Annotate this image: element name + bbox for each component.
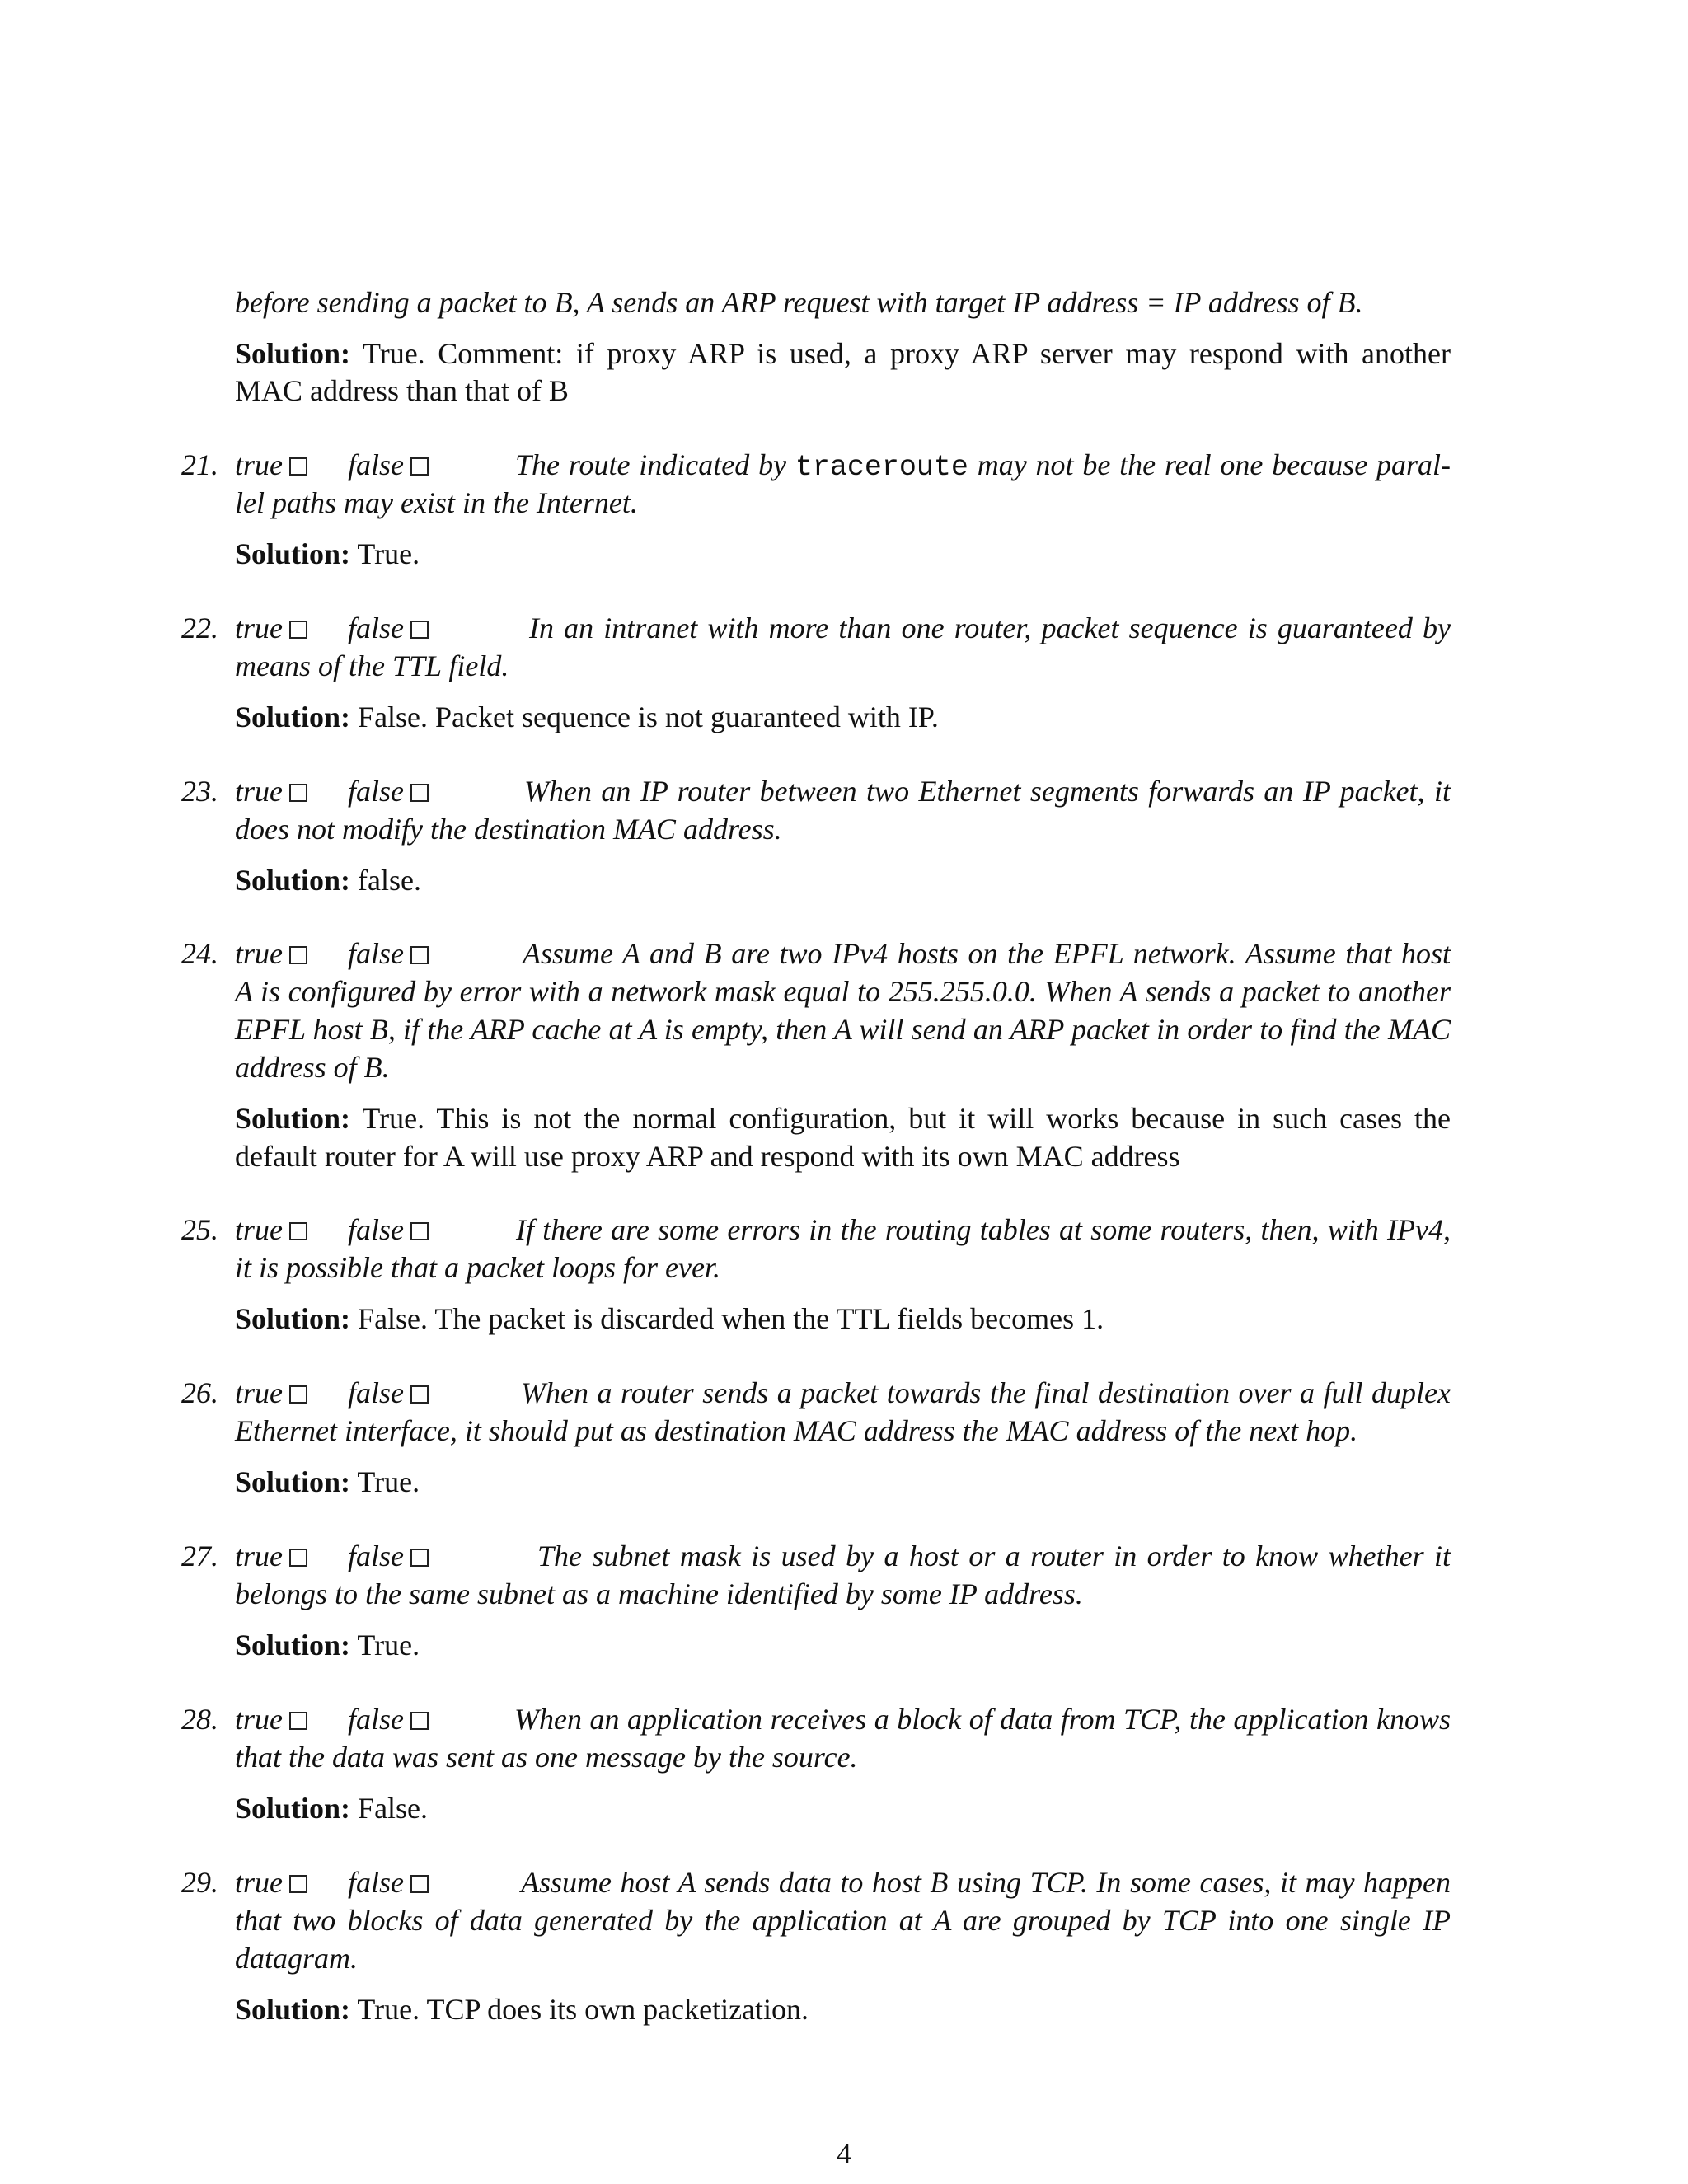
true-label: true <box>235 1703 283 1736</box>
question-statement-line-2: does not modify the destination MAC address. <box>235 813 782 846</box>
false-checkbox[interactable] <box>410 1549 429 1567</box>
false-checkbox[interactable] <box>410 621 429 639</box>
question-statement-line-3: datagram. <box>235 1942 359 1975</box>
true-false-options <box>235 772 429 810</box>
question-statement-line-1: When an application receives a block of data from TCP, the application knows <box>514 1703 1451 1736</box>
solution-text: False. <box>358 1792 429 1825</box>
traceroute-command: traceroute <box>795 451 968 484</box>
true-checkbox[interactable] <box>289 1712 307 1730</box>
true-false-options <box>235 1537 429 1575</box>
question-statement-line-1: The subnet mask is used by a host or a router in order to know whether it <box>537 1540 1451 1572</box>
true-label: true <box>235 1213 283 1246</box>
question-statement-line-2: Ethernet interface, it should put as destination MAC address the MAC address of the next hop. <box>235 1414 1358 1447</box>
true-false-options <box>235 609 429 647</box>
true-false-options <box>235 1374 429 1412</box>
true-checkbox[interactable] <box>289 1385 307 1404</box>
false-label: false <box>348 937 404 970</box>
solution-text: False. Packet sequence is not guaranteed with IP. <box>358 701 939 733</box>
solution-text: False. The packet is discarded when the TTL fields becomes 1. <box>358 1302 1104 1335</box>
question-statement-line-1: Assume host A sends data to host B using TCP. In some cases, it may happen <box>521 1866 1451 1899</box>
intro-solution-line-2: MAC address than that of B <box>235 374 569 407</box>
question-statement-line-2: means of the TTL field. <box>235 649 509 682</box>
solution-line <box>235 1300 1451 1338</box>
intro-solution-text: True. Comment: if proxy ARP is used, a proxy ARP server may respond with another <box>362 337 1451 370</box>
question-number: 26. <box>181 1376 218 1409</box>
question-statement-line-2: lel paths may exist in the Internet. <box>235 486 638 519</box>
question-statement-line-2: that two blocks of data generated by the application at A are grouped by TCP into one single IP <box>235 1904 1451 1937</box>
true-label: true <box>235 1376 283 1409</box>
true-checkbox[interactable] <box>289 1222 307 1240</box>
solution-label: Solution: <box>235 864 351 897</box>
question-number: 21. <box>181 448 218 481</box>
question-statement-line-2: that the data was sent as one message by the source. <box>235 1741 858 1774</box>
statement-text: The route indicated by <box>515 448 795 481</box>
solution-line <box>235 1463 1451 1501</box>
solution-label: Solution: <box>235 1993 351 2026</box>
question-statement-line-1: When a router sends a packet towards the final destination over a full duplex <box>521 1376 1451 1409</box>
true-label: true <box>235 937 283 970</box>
statement-text: may not be the real one because paral- <box>968 448 1451 481</box>
true-checkbox[interactable] <box>289 1549 307 1567</box>
solution-label: Solution: <box>235 1465 351 1498</box>
true-checkbox[interactable] <box>289 621 307 639</box>
true-checkbox[interactable] <box>289 457 307 476</box>
false-label: false <box>348 1703 404 1736</box>
solution-label: Solution: <box>235 701 351 733</box>
question-statement-line-1: Assume A and B are two IPv4 hosts on the EPFL network. Assume that host <box>523 937 1451 970</box>
solution-line <box>235 1789 1451 1827</box>
solution-text: True. <box>357 537 420 570</box>
true-checkbox[interactable] <box>289 784 307 802</box>
solution-label: Solution: <box>235 1102 351 1135</box>
false-checkbox[interactable] <box>410 1222 429 1240</box>
true-false-options <box>235 1863 429 1901</box>
solution-label: Solution: <box>235 537 351 570</box>
false-label: false <box>348 448 404 481</box>
true-label: true <box>235 448 283 481</box>
question-statement-line-1: If there are some errors in the routing tables at some routers, then, with IPv4, <box>516 1213 1451 1246</box>
page-number: 4 <box>837 2137 851 2170</box>
solution-label: Solution: <box>235 337 351 370</box>
false-label: false <box>348 775 404 808</box>
false-label: false <box>348 1213 404 1246</box>
false-checkbox[interactable] <box>410 946 429 964</box>
false-label: false <box>348 1866 404 1899</box>
solution-text: True. TCP does its own packetization. <box>357 1993 809 2026</box>
question-number: 22. <box>181 612 218 644</box>
false-checkbox[interactable] <box>410 1712 429 1730</box>
solution-label: Solution: <box>235 1302 351 1335</box>
true-label: true <box>235 612 283 644</box>
false-checkbox[interactable] <box>410 784 429 802</box>
solution-line <box>235 1990 1451 2028</box>
false-checkbox[interactable] <box>410 1875 429 1893</box>
intro-solution-line-1 <box>235 335 1451 373</box>
false-label: false <box>348 612 404 644</box>
question-number: 24. <box>181 937 218 970</box>
true-checkbox[interactable] <box>289 1875 307 1893</box>
question-number: 28. <box>181 1703 218 1736</box>
solution-line <box>235 861 1451 899</box>
false-checkbox[interactable] <box>410 1385 429 1404</box>
false-checkbox[interactable] <box>410 457 429 476</box>
true-false-options <box>235 935 429 972</box>
true-checkbox[interactable] <box>289 946 307 964</box>
question-statement-line-2: it is possible that a packet loops for ever. <box>235 1251 720 1284</box>
question-statement-line-1 <box>515 446 1451 486</box>
false-label: false <box>348 1376 404 1409</box>
question-statement-line-3: EPFL host B, if the ARP cache at A is empty, then A will send an ARP packet in order to find the MAC <box>235 1013 1451 1046</box>
question-number: 27. <box>181 1540 218 1572</box>
solution-text: True. <box>357 1465 420 1498</box>
true-label: true <box>235 1540 283 1572</box>
question-statement-line-4: address of B. <box>235 1051 390 1084</box>
solution-text: True. This is not the normal configuration, but it will works because in such cases the <box>362 1102 1451 1135</box>
question-statement-line-1: In an intranet with more than one router, packet sequence is guaranteed by <box>529 612 1451 644</box>
question-number: 23. <box>181 775 218 808</box>
false-label: false <box>348 1540 404 1572</box>
solution-line <box>235 535 1451 573</box>
question-statement-line-2: A is configured by error with a network mask equal to 255.255.0.0. When A sends a packet to another <box>235 975 1451 1008</box>
question-statement-line-2: belongs to the same subnet as a machine identified by some IP address. <box>235 1577 1083 1610</box>
solution-line <box>235 1099 1451 1137</box>
question-number: 29. <box>181 1866 218 1899</box>
question-statement-line-1: When an IP router between two Ethernet segments forwards an IP packet, it <box>524 775 1451 808</box>
solution-text: false. <box>358 864 422 897</box>
intro-statement: before sending a packet to B, A sends an ARP request with target IP address = IP address of B. <box>235 286 1363 319</box>
solution-line <box>235 1626 1451 1664</box>
solution-label: Solution: <box>235 1792 351 1825</box>
true-false-options <box>235 446 429 484</box>
solution-line <box>235 698 1451 736</box>
question-number: 25. <box>181 1213 218 1246</box>
solution-line-2: default router for A will use proxy ARP and respond with its own MAC address <box>235 1140 1180 1173</box>
true-false-options <box>235 1211 429 1249</box>
true-label: true <box>235 1866 283 1899</box>
true-label: true <box>235 775 283 808</box>
solution-text: True. <box>357 1629 420 1661</box>
true-false-options <box>235 1700 429 1738</box>
solution-label: Solution: <box>235 1629 351 1661</box>
